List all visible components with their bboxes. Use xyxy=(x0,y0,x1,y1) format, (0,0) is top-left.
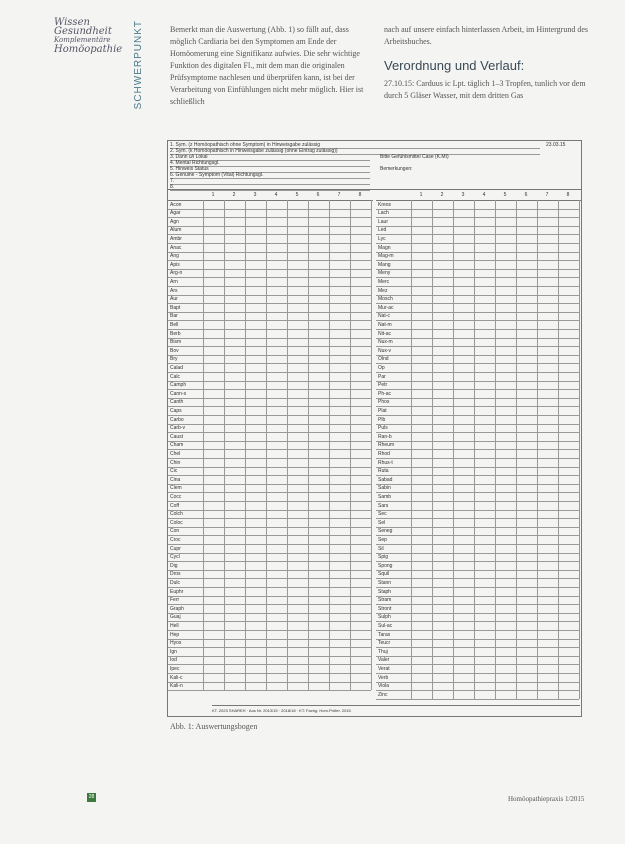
grid-row-line xyxy=(168,398,371,399)
remedy-name: Plat xyxy=(378,407,387,414)
remedy-name: Mur-ac xyxy=(378,304,394,311)
grid-row-line xyxy=(376,613,579,614)
grid-row-line xyxy=(376,544,579,545)
body-column-left: Bemerkt man die Auswertung (Abb. 1) so fällt auf, dass möglich Cardiaria bei den Symptomen am Ende der Homöomerung eine Signifikanz aufwies. Die sehr wichtige Funktion des digitalen Fl., mit dem man die originalen Prüfsymptome nachlesen und überprüfen kann, ist bei der Verarbeitung von Einfühlungen nicht mehr möglich. Hier ist schließlich xyxy=(170,25,364,106)
remedy-name: Ign xyxy=(170,648,177,655)
grid-row-line xyxy=(168,226,371,227)
grid-row-line xyxy=(376,303,579,304)
grid-row-line xyxy=(168,441,371,442)
remedy-name: Iod xyxy=(170,657,177,664)
grid-row-line xyxy=(376,699,579,700)
grid-row-line xyxy=(168,690,371,691)
grid-row-line xyxy=(168,535,371,536)
grid-row-line xyxy=(168,432,371,433)
remedy-name: Lyc xyxy=(378,235,386,242)
grid-row-line xyxy=(376,295,579,296)
remedy-name: Mosch xyxy=(378,296,393,303)
remedy-name: Berb xyxy=(170,330,181,337)
figure-caption: Abb. 1: Auswertungsbogen xyxy=(170,722,258,731)
grid-row-line xyxy=(376,518,579,519)
grid-row-line xyxy=(168,561,371,562)
grid-row-line xyxy=(168,286,371,287)
grid-row-line xyxy=(376,673,579,674)
remedy-name: Ipec xyxy=(170,665,180,672)
remedy-name: Stann xyxy=(378,579,392,586)
header-line: 2. Sym. (k Homöopathisch in Hinweisgabe zulässig (ohne Eintrag zulässig)) xyxy=(170,148,540,155)
remedy-name: Clem xyxy=(170,485,182,492)
column-number: 6 xyxy=(524,192,528,198)
grid-row-line xyxy=(168,355,371,356)
grid-row-line xyxy=(376,475,579,476)
grid-row-line xyxy=(168,389,371,390)
header-line: 4. Mental Richtungsgl. xyxy=(170,160,370,167)
remedy-name: Puls xyxy=(378,425,388,432)
grid-row-line xyxy=(376,406,579,407)
grid-row-line xyxy=(168,209,371,210)
grid-column-line xyxy=(371,200,372,690)
grid-row-line xyxy=(376,484,579,485)
grid-row-line xyxy=(376,535,579,536)
remedy-name: Guaj xyxy=(170,614,181,621)
sheet-header xyxy=(168,141,581,190)
grid-row-line xyxy=(376,596,579,597)
grid-row-line xyxy=(168,639,371,640)
grid-row-line xyxy=(168,501,371,502)
grid-row-line xyxy=(168,587,371,588)
grid-row-line xyxy=(168,673,371,674)
grid-row-line xyxy=(168,518,371,519)
grid-row-line xyxy=(376,320,579,321)
column-number: 7 xyxy=(337,192,341,198)
header-line: 7. xyxy=(170,178,370,185)
grid-row-line xyxy=(168,312,371,313)
grid-row-line xyxy=(376,587,579,588)
remedy-name: Spig xyxy=(378,554,389,561)
remedy-name: Verb xyxy=(378,674,389,681)
remedy-name: Cann-s xyxy=(170,390,187,397)
grid-row-line xyxy=(168,527,371,528)
remedy-name: Carbo xyxy=(170,416,184,423)
remedy-name: Agn xyxy=(170,218,179,225)
grid-row-line xyxy=(168,338,371,339)
remedy-name: Ang xyxy=(170,253,179,260)
grid-row-line xyxy=(376,372,579,373)
remedy-name: Acon xyxy=(170,201,182,208)
grid-row-line xyxy=(376,458,579,459)
header-line: 5. Hinweis Status xyxy=(170,166,370,173)
remedy-name: Op xyxy=(378,364,385,371)
grid-row-line xyxy=(168,406,371,407)
remedy-name: Spong xyxy=(378,562,393,569)
grid-row-line xyxy=(376,553,579,554)
column-number: 4 xyxy=(274,192,278,198)
header-line: 1. Sym. (z Homöopathisch ohne Symptom) in Hinweisgabe zulässig xyxy=(170,142,540,149)
column-number: 3 xyxy=(461,192,465,198)
grid-row-line xyxy=(376,621,579,622)
remedy-grid-right xyxy=(376,200,581,705)
header-line: 8. xyxy=(170,184,370,191)
remedy-name: Mang xyxy=(378,261,391,268)
remedy-name: Arg-n xyxy=(170,270,183,277)
remedy-name: Hyos xyxy=(170,640,182,647)
grid-row-line xyxy=(168,424,371,425)
grid-row-line xyxy=(168,329,371,330)
grid-row-line xyxy=(376,492,579,493)
remedy-name: Rheum xyxy=(378,442,395,449)
grid-row-line xyxy=(168,346,371,347)
remedy-name: Calc xyxy=(170,373,181,380)
remedy-name: Euphr xyxy=(170,588,184,595)
grid-row-line xyxy=(168,234,371,235)
grid-row-line xyxy=(168,604,371,605)
remedy-name: Staph xyxy=(378,588,392,595)
remedy-name: Nat-c xyxy=(378,313,390,320)
grid-row-line xyxy=(376,578,579,579)
remedy-name: Cic xyxy=(170,468,178,475)
grid-column-line xyxy=(224,200,225,690)
grid-row-line xyxy=(376,381,579,382)
remedy-name: Verat xyxy=(378,665,390,672)
remedy-name: Tarax xyxy=(378,631,391,638)
grid-row-line xyxy=(168,320,371,321)
grid-row-line xyxy=(376,312,579,313)
column-number: 2 xyxy=(232,192,236,198)
remedy-name: Camph xyxy=(170,382,187,389)
grid-row-line xyxy=(168,303,371,304)
remedy-name: Alum xyxy=(170,227,182,234)
grid-row-line xyxy=(168,613,371,614)
column-number: 8 xyxy=(358,192,362,198)
remedy-name: Hep xyxy=(170,631,180,638)
remedy-name: Mag-m xyxy=(378,253,394,260)
grid-row-line xyxy=(168,381,371,382)
remedy-name: Sabin xyxy=(378,485,391,492)
grid-row-line xyxy=(168,467,371,468)
remedy-name: Bism xyxy=(170,339,182,346)
remedy-name: Laur xyxy=(378,218,389,225)
remedy-name: Viola xyxy=(378,683,390,690)
remedy-name: Sep xyxy=(378,536,387,543)
grid-column-line xyxy=(287,200,288,690)
grid-row-line xyxy=(376,217,579,218)
grid-row-line xyxy=(168,578,371,579)
grid-row-line xyxy=(168,570,371,571)
grid-row-line xyxy=(168,415,371,416)
grid-row-line xyxy=(168,475,371,476)
remedy-name: Ruta xyxy=(378,468,389,475)
remedy-name: Bry xyxy=(170,356,178,363)
column-number: 7 xyxy=(545,192,549,198)
grid-row-line xyxy=(376,329,579,330)
remedy-name: Con xyxy=(170,528,180,535)
column-number: 4 xyxy=(482,192,486,198)
body-text-bottom: 27.10.15: Carduus ic Lpt. täglich 1–3 Tropfen, tunlich vor dem durch 5 Gläser Wasser, mit dem dritten Gas xyxy=(384,79,586,100)
grid-column-line xyxy=(266,200,267,690)
remedy-name: Lach xyxy=(378,210,389,217)
remedy-name: Mez xyxy=(378,287,388,294)
column-number: 2 xyxy=(440,192,444,198)
grid-row-line xyxy=(376,664,579,665)
grid-column-line xyxy=(579,200,580,699)
remedy-name: Cham xyxy=(170,442,184,449)
remedy-name: Magn xyxy=(378,244,391,251)
remedy-name: Nux-m xyxy=(378,339,393,346)
remedy-name: Coloc xyxy=(170,519,183,526)
grid-row-line xyxy=(376,424,579,425)
header-line: 6. Genuine - Symptom (Vital) Richtungsgl. xyxy=(170,172,370,179)
remedy-name: Kali-n xyxy=(170,683,183,690)
section-label: SCHWERPUNKT xyxy=(133,20,144,110)
grid-row-line xyxy=(168,260,371,261)
grid-row-line xyxy=(168,484,371,485)
remedy-name: Colch xyxy=(170,511,183,518)
remedy-name: Ran-b xyxy=(378,433,392,440)
grid-row-line xyxy=(168,492,371,493)
grid-row-line xyxy=(168,217,371,218)
remedy-name: Thuj xyxy=(378,648,388,655)
remedy-name: Anac xyxy=(170,244,182,251)
grid-row-line xyxy=(376,527,579,528)
grid-row-line xyxy=(168,682,371,683)
grid-row-line xyxy=(376,656,579,657)
remedy-name: Sel xyxy=(378,519,386,526)
sheet-date: 23.03.15 xyxy=(546,142,566,148)
column-number: 5 xyxy=(503,192,507,198)
grid-row-line xyxy=(376,432,579,433)
remedy-name: Sil xyxy=(378,545,384,552)
remedy-name: Bapt xyxy=(170,304,181,311)
grid-row-line xyxy=(376,355,579,356)
grid-row-line xyxy=(168,363,371,364)
remedy-name: Ambr xyxy=(170,235,182,242)
remedy-name: Ph-ac xyxy=(378,390,392,397)
remedy-name: Samb xyxy=(378,493,392,500)
grid-row-line xyxy=(376,243,579,244)
remedy-name: Stront xyxy=(378,605,392,612)
grid-row-line xyxy=(376,449,579,450)
body-text-top: nach auf unsere einfach hinterlassen Arbeit, im Hintergrund des Arbeitsbuches. xyxy=(384,25,589,46)
grid-row-line xyxy=(376,510,579,511)
grid-row-line xyxy=(376,209,579,210)
grid-row-line xyxy=(168,647,371,648)
remedy-name: Bar xyxy=(170,313,178,320)
section-heading: Verordnung und Verlauf: xyxy=(384,58,525,73)
grid-row-line xyxy=(376,441,579,442)
grid-column-line xyxy=(245,200,246,690)
remedy-name: Sec xyxy=(378,511,387,518)
grid-row-line xyxy=(376,561,579,562)
remedy-name: Cupr xyxy=(170,545,181,552)
grid-row-line xyxy=(376,389,579,390)
grid-row-line xyxy=(376,252,579,253)
grid-row-line xyxy=(376,277,579,278)
remedy-name: Nux-v xyxy=(378,347,392,354)
remedy-name: Caps xyxy=(170,407,182,414)
remedy-name: Caust xyxy=(170,433,184,440)
body-column-right xyxy=(384,24,594,102)
remedy-name: Teucr xyxy=(378,640,391,647)
remedy-name: Kreos xyxy=(378,201,392,208)
sheet-remarks-label: Bemerkungen: xyxy=(380,166,413,172)
grid-row-line xyxy=(376,226,579,227)
grid-row-line xyxy=(168,277,371,278)
remedy-name: Par xyxy=(378,373,386,380)
remedy-name: Bov xyxy=(170,347,179,354)
grid-row-line xyxy=(376,363,579,364)
sheet-right-title: Bitte Gefühlsmittel Case (K.MI) xyxy=(380,154,449,160)
grid-row-line xyxy=(168,243,371,244)
remedy-name: Nit-ac xyxy=(378,330,392,337)
grid-column-line xyxy=(308,200,309,690)
grid-row-line xyxy=(376,467,579,468)
remedy-name: Meny xyxy=(378,270,391,277)
remedy-name: Apis xyxy=(170,261,180,268)
remedy-name: Led xyxy=(378,227,387,234)
grid-column-line xyxy=(350,200,351,690)
remedy-name: Sabad xyxy=(378,476,393,483)
grid-row-line xyxy=(168,252,371,253)
grid-row-line xyxy=(168,458,371,459)
remedy-name: Stram xyxy=(378,597,392,604)
remedy-grid-left xyxy=(168,200,373,705)
column-number: 3 xyxy=(253,192,257,198)
grid-row-line xyxy=(376,338,579,339)
grid-row-line xyxy=(168,553,371,554)
grid-row-line xyxy=(376,398,579,399)
remedy-name: Squil xyxy=(378,571,390,578)
remedy-name: Plb xyxy=(378,416,386,423)
remedy-name: Nat-m xyxy=(378,321,392,328)
column-number: 8 xyxy=(566,192,570,198)
grid-row-line xyxy=(376,682,579,683)
grid-column-line xyxy=(329,200,330,690)
remedy-name: Zinc xyxy=(378,691,388,698)
grid-row-line xyxy=(168,664,371,665)
remedy-name: Ars xyxy=(170,287,178,294)
remedy-name: Croc xyxy=(170,536,181,543)
page-number: 28 xyxy=(88,794,95,800)
remedy-name: Canth xyxy=(170,399,184,406)
grid-row-line xyxy=(376,260,579,261)
grid-row-line xyxy=(376,647,579,648)
column-number: 1 xyxy=(211,192,215,198)
grid-row-line xyxy=(376,570,579,571)
remedy-name: Graph xyxy=(170,605,184,612)
column-number: 6 xyxy=(316,192,320,198)
remedy-name: Chel xyxy=(170,450,181,457)
grid-row-line xyxy=(376,286,579,287)
header-line: 3. Dann u/i Lokal xyxy=(170,154,370,161)
remedy-name: Coff xyxy=(170,502,180,509)
remedy-name: Merc xyxy=(378,278,390,285)
remedy-name: Sul-ac xyxy=(378,622,393,629)
remedy-name: Aur xyxy=(170,296,178,303)
remedy-name: Agar xyxy=(170,210,181,217)
remedy-name: Arn xyxy=(170,278,178,285)
grid-row-line xyxy=(376,346,579,347)
remedy-name: Chin xyxy=(170,459,181,466)
grid-row-line xyxy=(376,604,579,605)
grid-row-line xyxy=(376,639,579,640)
remedy-name: Sars xyxy=(378,502,389,509)
remedy-name: Dulc xyxy=(170,579,181,586)
grid-row-line xyxy=(168,630,371,631)
grid-row-line xyxy=(376,690,579,691)
grid-row-line xyxy=(168,596,371,597)
column-number: 5 xyxy=(295,192,299,198)
journal-footer: Homöopathiepraxis 1/2015 xyxy=(508,795,585,803)
evaluation-sheet xyxy=(167,140,582,717)
remedy-name: Rhus-t xyxy=(378,459,393,466)
remedy-name: Sulph xyxy=(378,614,391,621)
grid-row-line xyxy=(168,295,371,296)
grid-row-line xyxy=(168,510,371,511)
grid-row-line xyxy=(168,269,371,270)
remedy-name: Cycl xyxy=(170,554,180,561)
remedy-name: Seneg xyxy=(378,528,393,535)
grid-row-line xyxy=(168,544,371,545)
remedy-name: Hell xyxy=(170,622,179,629)
grid-row-line xyxy=(376,234,579,235)
grid-column-line xyxy=(203,200,204,690)
remedy-name: Dros xyxy=(170,571,181,578)
remedy-name: Calad xyxy=(170,364,184,371)
remedy-name: Petr xyxy=(378,382,388,389)
remedy-name: Kali-c xyxy=(170,674,183,681)
grid-row-line xyxy=(168,449,371,450)
remedy-name: Rhod xyxy=(378,450,390,457)
grid-row-line xyxy=(168,621,371,622)
column-number: 1 xyxy=(419,192,423,198)
remedy-name: Phos xyxy=(378,399,390,406)
remedy-name: Bell xyxy=(170,321,179,328)
grid-row-line xyxy=(376,501,579,502)
sheet-footer: KT. 2023 SHAREH · Aus Nr. 2013/15 · 2018/18 · KT: Fachg. Hom.Prüfer. 2015 xyxy=(212,705,580,716)
remedy-name: Carb-v xyxy=(170,425,186,432)
grid-row-line xyxy=(168,656,371,657)
grid-row-line xyxy=(168,372,371,373)
grid-row-line xyxy=(376,630,579,631)
journal-logo: Wissen Gesundheit Komplementäre Homöopathie xyxy=(54,17,123,55)
remedy-name: Cina xyxy=(170,476,181,483)
remedy-name: Olnd xyxy=(378,356,389,363)
remedy-name: Dig xyxy=(170,562,178,569)
remedy-name: Valer xyxy=(378,657,390,664)
remedy-name: Ferr xyxy=(170,597,180,604)
remedy-name: Cocc xyxy=(170,493,182,500)
grid-row-line xyxy=(376,415,579,416)
grid-row-line xyxy=(376,269,579,270)
